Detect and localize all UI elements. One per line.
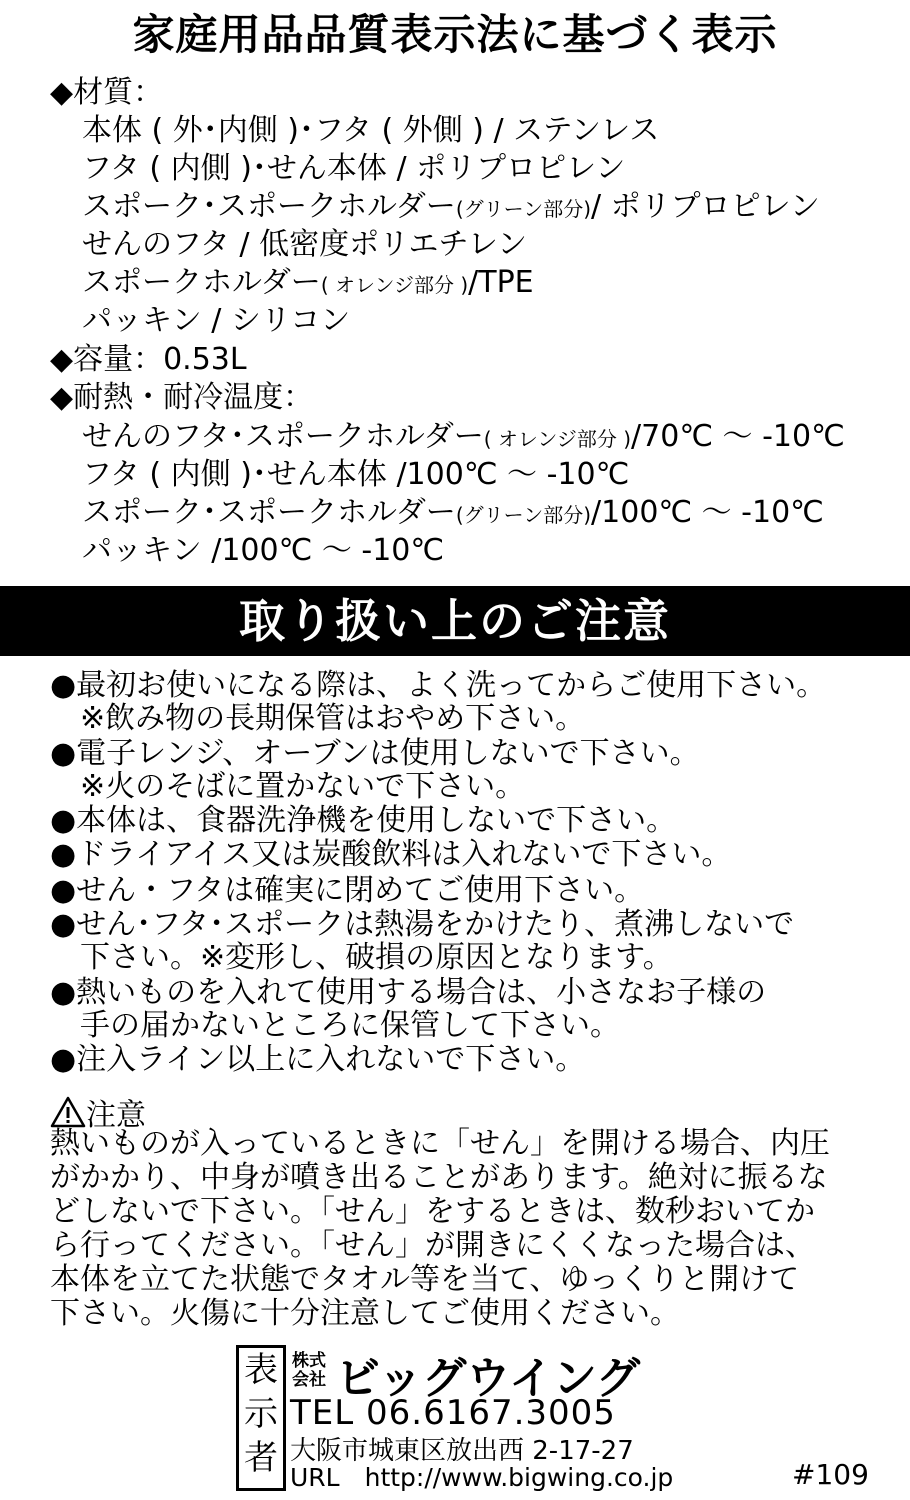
material-line-5-main: スポークホルダー <box>82 265 321 300</box>
caution-line-3: ●電子レンジ、オーブンは使用しないで下さい。 <box>50 736 700 771</box>
material-line-3-value: / ポリプロピレン <box>591 189 820 224</box>
caution-line-6: ●ドライアイス又は炭酸飲料は入れないで下さい。 <box>50 837 732 872</box>
materials-label: ◆材質： <box>50 75 164 110</box>
heat-line-3 <box>82 494 824 534</box>
caution-line-4: ※火のそばに置かないで下さい。 <box>50 769 526 804</box>
material-line-3-main: スポーク･スポークホルダー <box>82 189 456 224</box>
material-line-5-note: ( オレンジ部分 ) <box>320 273 469 297</box>
page-title: 家庭用品品質表示法に基づく表示 <box>132 10 778 59</box>
caution-line-5: ●本体は、食器洗浄機を使用しないで下さい。 <box>50 803 677 838</box>
heat-line-1 <box>82 418 845 458</box>
caution-line-7: ●せん・フタは確実に閉めてご使用下さい。 <box>50 873 645 908</box>
heat-label: ◆耐熱・耐冷温度： <box>50 380 314 415</box>
labeler-char-3: 者 <box>244 1438 278 1478</box>
warning-line-1: 熱いものが入っているときに「せん」を開ける場合、内圧 <box>50 1126 830 1161</box>
labeler-box <box>236 1345 286 1491</box>
caution-line-2: ※飲み物の長期保管はおやめ下さい。 <box>50 701 586 736</box>
material-line-2: フタ ( 内側 )･せん本体 / ポリプロピレン <box>82 151 626 186</box>
corp-type-bottom: 会社 <box>292 1370 326 1390</box>
caution-line-1: ●最初お使いになる際は、よく洗ってからご使用下さい。 <box>50 668 827 703</box>
warning-line-2: がかかり、中身が噴き出ることがあります。絶対に振るな <box>50 1160 828 1195</box>
company-name: ビッグウイング <box>336 1353 641 1404</box>
warning-line-6: 下さい。火傷に十分注意してご使用ください。 <box>50 1296 680 1331</box>
handling-banner: 取り扱い上のご注意 <box>0 586 910 656</box>
phone-number: TEL 06.6167.3005 <box>290 1393 616 1433</box>
product-code: #109 <box>792 1458 869 1491</box>
website-url: URL http://www.bigwing.co.jp <box>290 1463 674 1492</box>
heat-line-3-note: (グリーン部分) <box>455 503 592 527</box>
heat-line-4: パッキン /100℃ 〜 -10℃ <box>82 533 445 568</box>
heat-line-1-main: せんのフタ･スポークホルダー <box>82 419 484 454</box>
warning-line-4: ら行ってください。「せん」が開きにくくなった場合は、 <box>50 1228 815 1263</box>
corp-type-top: 株式 <box>292 1351 326 1371</box>
caution-line-9: 下さい。※変形し、破損の原因となります。 <box>50 940 673 975</box>
material-line-5-value: /TPE <box>468 265 534 300</box>
material-line-3 <box>82 188 820 228</box>
heat-line-2: フタ ( 内側 )･せん本体 /100℃ 〜 -10℃ <box>82 457 630 492</box>
warning-line-3: どしないで下さい。「せん」をするときは、数秒おいてか <box>50 1194 815 1229</box>
material-line-3-note: (グリーン部分) <box>455 197 592 221</box>
material-line-5 <box>82 264 534 304</box>
warning-line-5: 本体を立てた状態でタオル等を当て、ゆっくりと開けて <box>50 1262 800 1297</box>
address: 大阪市城東区放出西 2-17-27 <box>290 1436 634 1466</box>
heat-line-1-note: ( オレンジ部分 ) <box>483 427 632 451</box>
caution-line-11: 手の届かないところに保管して下さい。 <box>50 1008 620 1043</box>
material-line-4: せんのフタ / 低密度ポリエチレン <box>82 227 528 262</box>
heat-line-1-value: /70℃ 〜 -10℃ <box>631 419 845 454</box>
heat-line-3-value: /100℃ 〜 -10℃ <box>591 495 824 530</box>
caution-line-12: ●注入ライン以上に入れないで下さい。 <box>50 1042 586 1077</box>
caution-line-10: ●熱いものを入れて使用する場合は、小さなお子様の <box>50 975 767 1010</box>
caution-line-8: ●せん･フタ･スポークは熱湯をかけたり、煮沸しないで <box>50 907 795 942</box>
warning-title: 注意 <box>86 1098 146 1133</box>
heat-line-3-main: スポーク･スポークホルダー <box>82 495 456 530</box>
labeler-char-1: 表 <box>244 1350 278 1390</box>
material-line-6: パッキン / シリコン <box>82 303 351 338</box>
material-line-1: 本体 ( 外･内側 )･フタ ( 外側 ) / ステンレス <box>82 113 660 148</box>
labeler-char-2: 示 <box>244 1394 278 1434</box>
capacity: ◆容量：0.53L <box>50 342 247 377</box>
